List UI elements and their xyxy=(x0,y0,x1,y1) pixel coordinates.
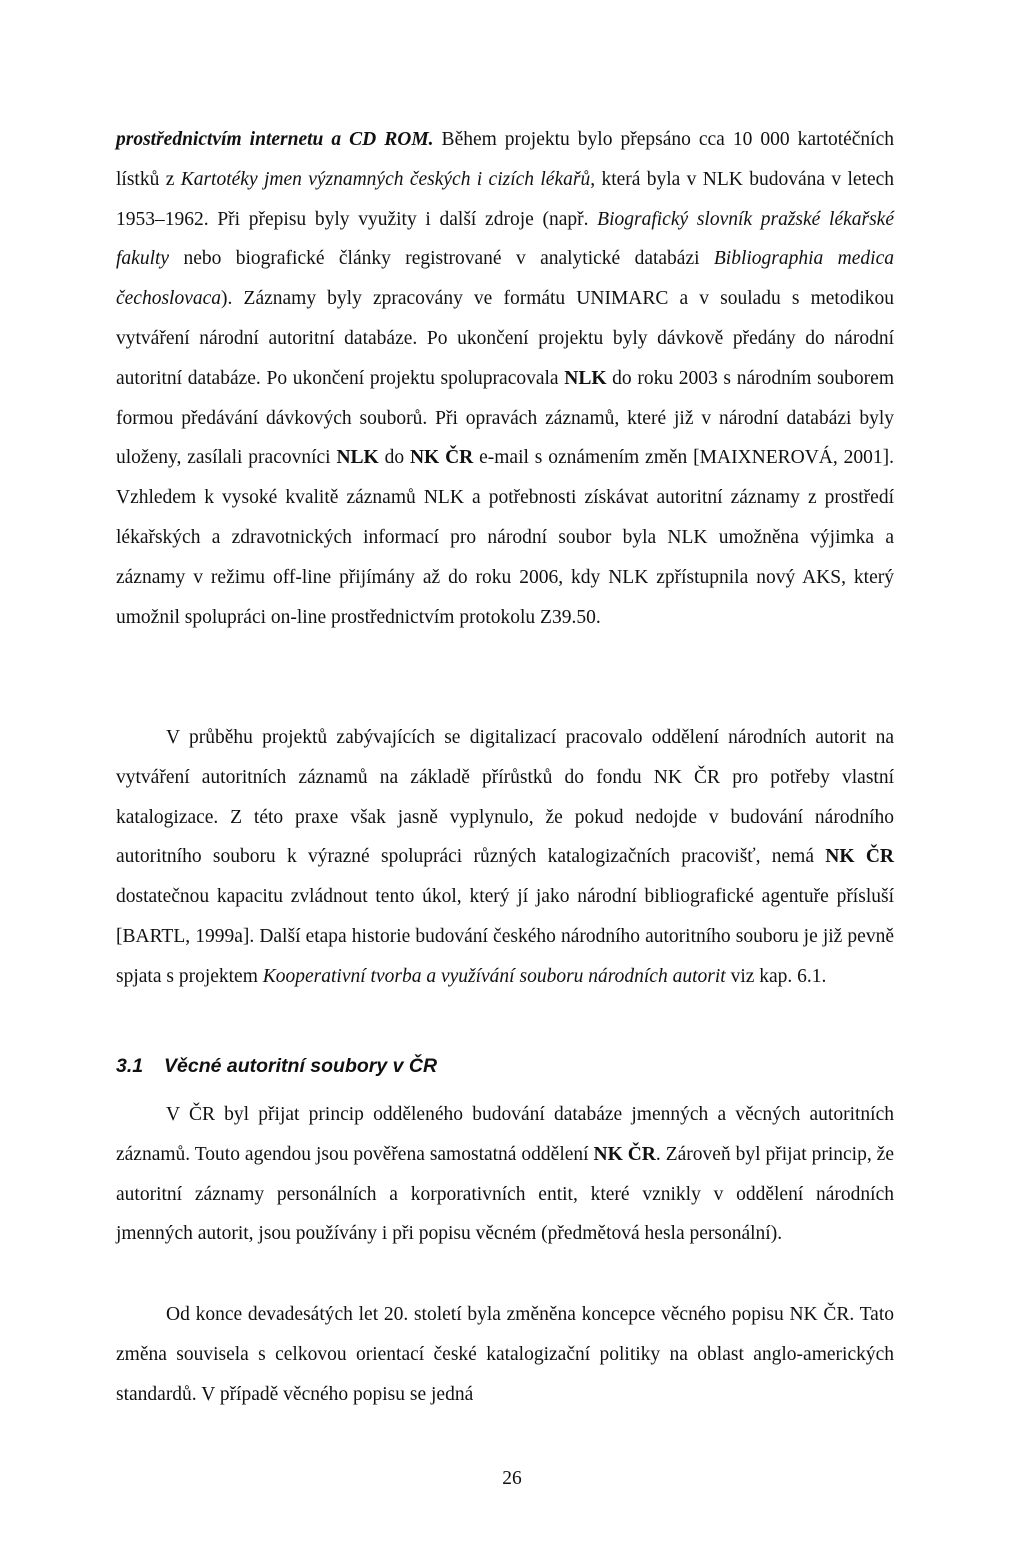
paragraph-1-bold-abbrev: NLK xyxy=(336,447,379,469)
page-number: 26 xyxy=(502,1468,522,1489)
paragraph-1-bold-italic: prostřednictvím internetu a CD ROM. xyxy=(116,129,434,150)
paragraph-1-bold-abbrev: NK ČR xyxy=(409,447,474,469)
paragraph-1-text: do xyxy=(378,447,410,469)
paragraph-1 xyxy=(116,120,894,637)
section-title: Věcné autoritní soubory v ČR xyxy=(164,1055,438,1077)
paragraph-1-text: ). Záznamy byly zpracovány ve formátu UNIMARC a v souladu s metodikou vytváření národní autoritní databáze. Po ukončení projektu byly dávkově předány do národní autoritní databáze. Po ukončení projektu spolupracovala xyxy=(116,288,894,389)
paragraph-2-bold-abbrev: NK ČR xyxy=(825,846,894,868)
section-number: 3.1 xyxy=(116,1055,144,1077)
paragraph-3-text: . Zároveň byl přijat princip, že autoritní záznamy personálních a korporativních entit, které vznikly v oddělení národních jmenných autorit, jsou používány i při popisu věcném (předmětová hesla personální). xyxy=(116,1143,894,1245)
paragraph-1-italic-title: Kartotéky jmen významných českých i cizích lékařů xyxy=(180,168,591,190)
paragraph-2-text: viz kap. 6.1. xyxy=(725,965,827,987)
section-heading xyxy=(116,1046,437,1086)
paragraph-2-italic-title: Kooperativní tvorba a využívání souboru národních autorit xyxy=(262,965,726,987)
paragraph-1-italic-title: Bibliographia medica čechoslovaca xyxy=(116,248,894,310)
paragraph-3-text: V ČR byl přijat princip odděleného budování databáze jmenných a věcných autoritních záznamů. Touto agendou jsou pověřena samostatná oddělení xyxy=(116,1104,894,1165)
paragraph-1-italic-title: Biografický slovník pražské lékařské fakulty xyxy=(116,208,894,270)
paragraph-1-text: do roku 2003 s národním souborem formou předávání dávkových souborů. Při opravách záznamů, které již v národní databázi byly uloženy, zasílali pracovníci xyxy=(116,367,894,469)
paragraph-1-text: nebo biografické články registrované v analytické databázi xyxy=(169,248,714,270)
paragraph-2-text: V průběhu projektů zabývajících se digitalizací pracovalo oddělení národních autorit na vytváření autoritních záznamů na základě přírůstků do fondu NK ČR pro potřeby vlastní katalogizace. Z této praxe však jasně vyplynulo, že pokud nedojde v budování národního autoritního souboru k výrazné spolupráci různých katalogizačních pracovišť, nemá xyxy=(116,727,894,868)
paragraph-3 xyxy=(116,1095,894,1254)
paragraph-4 xyxy=(116,1295,894,1414)
paragraph-1-text: Během projektu bylo přepsáno cca 10 000 kartotéčních lístků z xyxy=(116,129,894,190)
paragraph-2 xyxy=(116,718,894,997)
paragraph-1-bold-abbrev: NLK xyxy=(564,367,607,389)
paragraph-3-bold-abbrev: NK ČR xyxy=(593,1143,656,1165)
paragraph-1-text: , která byla v NLK budována v letech 1953–1962. Při přepisu byly využity i další zdroje (např. xyxy=(116,168,895,230)
paragraph-2-text: dostatečnou kapacitu zvládnout tento úkol, který jí jako národní bibliografické agentuře přísluší [BARTL, 1999a]. Další etapa historie budování českého národního autoritního souboru je již pevně spjata s projektem xyxy=(116,886,894,987)
paragraph-4-text: Od konce devadesátých let 20. století byla změněna koncepce věcného popisu NK ČR. Tato změna souvisela s celkovou orientací české katalogizační politiky na oblast anglo-amerických standardů. V případě věcného popisu se jedná xyxy=(116,1304,894,1405)
paragraph-1-text: e-mail s oznámením změn [MAIXNEROVÁ, 2001]. Vzhledem k vysoké kvalitě záznamů NLK a potřebnosti získávat autoritní záznamy z prostředí lékařských a zdravotnických informací pro národní soubor byla NLK umožněna výjimka a záznamy v režimu off-line přijímány až do roku 2006, kdy NLK zpřístupnila nový AKS, který umožnil spolupráci on-line prostřednictvím protokolu Z39.50. xyxy=(116,447,894,628)
